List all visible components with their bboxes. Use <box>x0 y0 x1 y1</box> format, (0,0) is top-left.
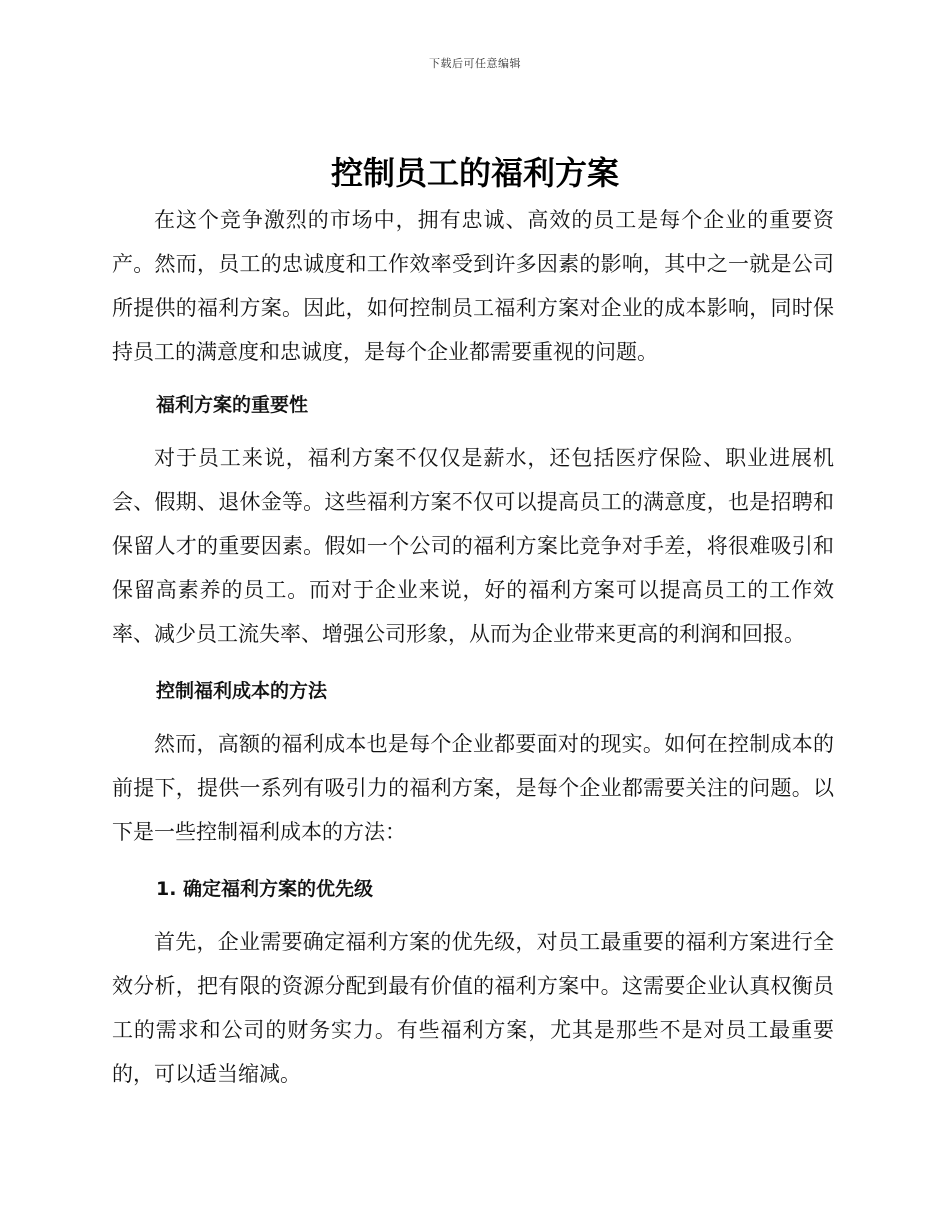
section-paragraph-importance: 对于员工来说，福利方案不仅仅是薪水，还包括医疗保险、职业进展机会、假期、退休金等。这些福利方案不仅可以提高员工的满意度，也是招聘和保留人才的重要因素。假如一个公司的福利方案比竞争对手差，将很难吸引和保留高素养的员工。而对于企业来说，好的福利方案可以提高员工的工作效率、减少员工流失率、增强公司形象，从而为企业带来更高的利润和回报。 <box>112 446 834 646</box>
section-paragraph-priority: 首先，企业需要确定福利方案的优先级，对员工最重要的福利方案进行全效分析，把有限的资源分配到最有价值的福利方案中。这需要企业认真权衡员工的需求和公司的财务实力。有些福利方案，尤其是那些不是对员工最重要的，可以适当缩减。 <box>112 930 834 1086</box>
intro-paragraph: 在这个竞争激烈的市场中，拥有忠诚、高效的员工是每个企业的重要资产。然而，员工的忠诚度和工作效率受到许多因素的影响，其中之一就是公司所提供的福利方案。因此，如何控制员工福利方案对企业的成本影响，同时保持员工的满意度和忠诚度，是每个企业都需要重视的问题。 <box>112 208 834 364</box>
section-paragraph-cost-control: 然而，高额的福利成本也是每个企业都要面对的现实。如何在控制成本的前提下，提供一系列有吸引力的福利方案，是每个企业都需要关注的问题。以下是一些控制福利成本的方法： <box>112 732 834 844</box>
section-heading-cost-control: 控制福利成本的方法 <box>156 680 328 702</box>
section-heading-importance: 福利方案的重要性 <box>156 394 309 416</box>
page-header-note: 下载后可任意编辑 <box>429 57 521 70</box>
document-body <box>112 198 834 1096</box>
section-heading-priority: 1. 确定福利方案的优先级 <box>156 878 374 900</box>
document-title: 控制员工的福利方案 <box>330 154 619 192</box>
